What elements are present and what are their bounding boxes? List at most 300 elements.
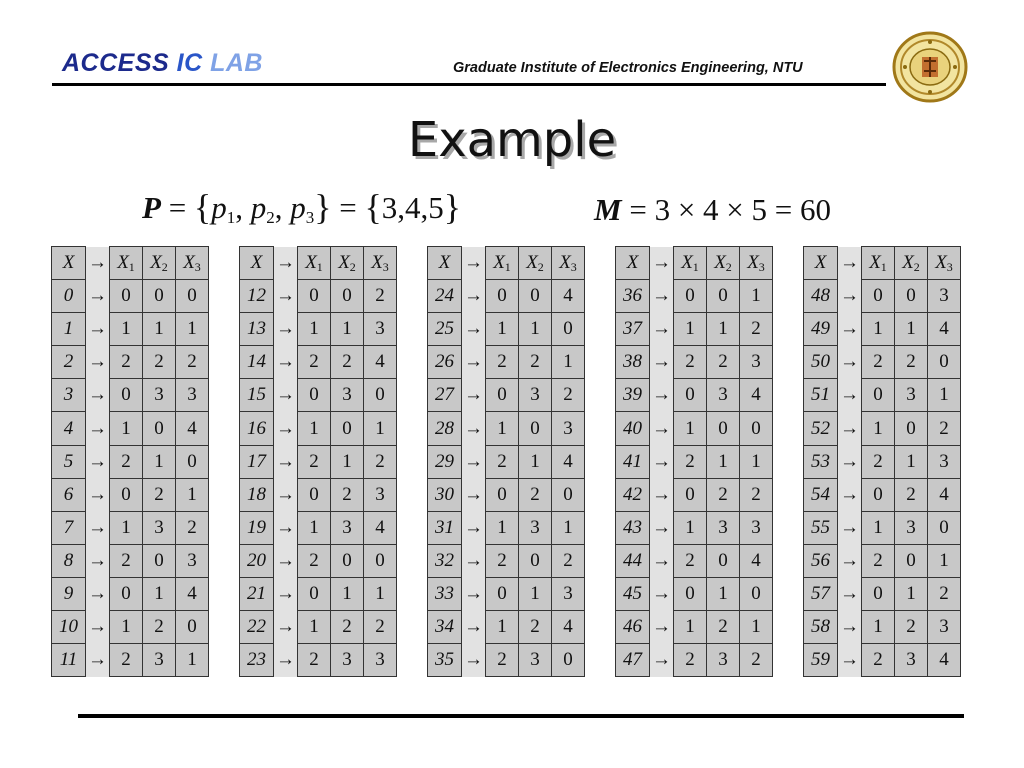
cell-x3: 0 (176, 445, 209, 478)
cell-x1: 1 (110, 313, 143, 346)
cell-arrow: → (86, 644, 110, 677)
cell-x3: 2 (552, 544, 585, 577)
table-row (240, 577, 397, 610)
cell-x3: 0 (364, 544, 397, 577)
header-x: X (52, 247, 86, 280)
cell-x1: 2 (110, 445, 143, 478)
cell-x1: 0 (862, 280, 895, 313)
cell-arrow: → (86, 611, 110, 644)
cell-x1: 2 (298, 445, 331, 478)
cell-x2: 2 (143, 346, 176, 379)
table-row (240, 346, 397, 379)
cell-x: 53 (804, 445, 838, 478)
cell-x1: 2 (862, 644, 895, 677)
cell-x1: 1 (862, 313, 895, 346)
table-row (428, 313, 585, 346)
cell-arrow: → (650, 346, 674, 379)
cell-x: 9 (52, 577, 86, 610)
cell-arrow: → (650, 313, 674, 346)
table-row (616, 445, 773, 478)
cell-x1: 0 (110, 478, 143, 511)
cell-arrow: → (462, 445, 486, 478)
cell-x1: 2 (674, 346, 707, 379)
table-row (804, 280, 961, 313)
header-x2: $X_2$ (143, 247, 176, 280)
cell-x2: 1 (895, 445, 928, 478)
m-symbol: M (594, 192, 622, 227)
cell-x2: 2 (143, 611, 176, 644)
table-row (804, 346, 961, 379)
cell-x2: 1 (331, 313, 364, 346)
cell-x3: 0 (740, 412, 773, 445)
cell-arrow: → (650, 611, 674, 644)
footer-divider (78, 714, 964, 718)
cell-arrow: → (274, 445, 298, 478)
cell-x2: 2 (331, 478, 364, 511)
cell-x: 59 (804, 644, 838, 677)
cell-x3: 1 (740, 445, 773, 478)
cell-arrow: → (462, 478, 486, 511)
cell-x3: 1 (176, 478, 209, 511)
cell-x3: 2 (740, 313, 773, 346)
cell-x: 51 (804, 379, 838, 412)
cell-arrow: → (650, 644, 674, 677)
cell-x: 43 (616, 511, 650, 544)
cell-x2: 1 (707, 577, 740, 610)
cell-arrow: → (274, 346, 298, 379)
cell-x1: 2 (486, 644, 519, 677)
cell-arrow: → (462, 644, 486, 677)
cell-arrow: → (462, 511, 486, 544)
table-row (52, 346, 209, 379)
cell-x: 45 (616, 577, 650, 610)
cell-x2: 1 (895, 313, 928, 346)
cell-arrow: → (86, 346, 110, 379)
cell-arrow: → (462, 280, 486, 313)
cell-x2: 3 (143, 379, 176, 412)
cell-x: 16 (240, 412, 274, 445)
table-row (428, 644, 585, 677)
table-row (804, 611, 961, 644)
cell-x2: 2 (707, 611, 740, 644)
table-row (616, 478, 773, 511)
ntu-seal-icon (891, 30, 969, 104)
cell-x1: 1 (298, 313, 331, 346)
cell-x1: 2 (298, 544, 331, 577)
header-x3: $X_3$ (928, 247, 961, 280)
cell-x1: 0 (298, 280, 331, 313)
table-row (240, 544, 397, 577)
cell-x1: 1 (486, 611, 519, 644)
cell-x2: 2 (707, 478, 740, 511)
cell-x1: 0 (862, 379, 895, 412)
cell-x2: 3 (895, 511, 928, 544)
cell-x: 37 (616, 313, 650, 346)
cell-x3: 4 (552, 280, 585, 313)
cell-x: 50 (804, 346, 838, 379)
cell-x2: 0 (331, 280, 364, 313)
table-row (616, 379, 773, 412)
header-divider (52, 83, 886, 86)
cell-x: 56 (804, 544, 838, 577)
cell-arrow: → (274, 412, 298, 445)
cell-x1: 2 (862, 445, 895, 478)
cell-x2: 0 (519, 544, 552, 577)
cell-x: 20 (240, 544, 274, 577)
cell-arrow: → (274, 478, 298, 511)
header-x1: $X_1$ (298, 247, 331, 280)
cell-x: 10 (52, 611, 86, 644)
cell-x3: 0 (364, 379, 397, 412)
cell-x1: 2 (486, 544, 519, 577)
cell-x: 23 (240, 644, 274, 677)
cell-x3: 1 (176, 313, 209, 346)
cell-x1: 2 (298, 644, 331, 677)
cell-x2: 0 (895, 412, 928, 445)
cell-arrow: → (650, 412, 674, 445)
cell-x: 52 (804, 412, 838, 445)
cell-x: 8 (52, 544, 86, 577)
cell-x1: 0 (486, 280, 519, 313)
cell-arrow: → (86, 577, 110, 610)
cell-x: 26 (428, 346, 462, 379)
cell-x: 35 (428, 644, 462, 677)
cell-x: 25 (428, 313, 462, 346)
cell-x2: 2 (519, 346, 552, 379)
cell-x: 6 (52, 478, 86, 511)
cell-x1: 1 (674, 611, 707, 644)
cell-x3: 0 (552, 478, 585, 511)
cell-x3: 3 (928, 445, 961, 478)
cell-x3: 1 (740, 611, 773, 644)
cell-x1: 2 (486, 346, 519, 379)
cell-x3: 3 (740, 511, 773, 544)
cell-x2: 1 (519, 577, 552, 610)
cell-x3: 3 (364, 644, 397, 677)
m-result: 60 (800, 192, 832, 227)
table-row (240, 644, 397, 677)
cell-arrow: → (86, 511, 110, 544)
table-row (240, 313, 397, 346)
cell-x2: 0 (707, 412, 740, 445)
cell-x: 38 (616, 346, 650, 379)
cell-x1: 2 (674, 445, 707, 478)
cell-x: 57 (804, 577, 838, 610)
cell-x2: 0 (143, 280, 176, 313)
cell-x3: 4 (928, 478, 961, 511)
cell-x1: 1 (110, 511, 143, 544)
cell-arrow: → (274, 379, 298, 412)
cell-x3: 3 (928, 611, 961, 644)
cell-arrow: → (86, 445, 110, 478)
mapping-table (615, 246, 773, 677)
cell-x1: 2 (486, 445, 519, 478)
table-row (240, 412, 397, 445)
cell-x3: 0 (176, 280, 209, 313)
header-x: X (804, 247, 838, 280)
cell-x: 29 (428, 445, 462, 478)
cell-x: 32 (428, 544, 462, 577)
table-row (428, 379, 585, 412)
header-arrow: → (86, 247, 110, 280)
cell-x3: 3 (552, 412, 585, 445)
cell-x1: 0 (674, 379, 707, 412)
table-row (240, 478, 397, 511)
table-row (428, 478, 585, 511)
mapping-table (427, 246, 585, 677)
cell-x3: 0 (552, 644, 585, 677)
cell-x2: 0 (143, 544, 176, 577)
cell-x3: 1 (552, 346, 585, 379)
cell-x3: 4 (552, 445, 585, 478)
cell-x1: 0 (298, 478, 331, 511)
table-row (428, 412, 585, 445)
cell-x: 0 (52, 280, 86, 313)
cell-x3: 2 (552, 379, 585, 412)
cell-x: 31 (428, 511, 462, 544)
cell-arrow: → (462, 346, 486, 379)
table-row (428, 611, 585, 644)
table-header-row (52, 247, 209, 280)
header-x1: $X_1$ (862, 247, 895, 280)
cell-x1: 1 (674, 412, 707, 445)
cell-x2: 3 (331, 379, 364, 412)
cell-x2: 2 (331, 346, 364, 379)
cell-x2: 2 (707, 346, 740, 379)
cell-x3: 4 (740, 379, 773, 412)
cell-x1: 1 (298, 611, 331, 644)
cell-x3: 1 (928, 379, 961, 412)
cell-x1: 2 (862, 346, 895, 379)
cell-x: 11 (52, 644, 86, 677)
cell-x3: 4 (928, 644, 961, 677)
cell-x2: 0 (519, 412, 552, 445)
header-x: X (240, 247, 274, 280)
header-x: X (428, 247, 462, 280)
cell-x1: 2 (298, 346, 331, 379)
cell-x1: 1 (674, 313, 707, 346)
cell-x: 30 (428, 478, 462, 511)
cell-x1: 0 (486, 577, 519, 610)
header-x2: $X_2$ (519, 247, 552, 280)
p-values: 3,4,5 (381, 190, 444, 225)
cell-x3: 2 (364, 445, 397, 478)
table-row (616, 544, 773, 577)
cell-arrow: → (838, 412, 862, 445)
cell-x2: 2 (895, 611, 928, 644)
cell-x3: 4 (176, 412, 209, 445)
table-row (616, 280, 773, 313)
mapping-table (239, 246, 397, 677)
cell-x1: 1 (486, 412, 519, 445)
cell-arrow: → (274, 313, 298, 346)
table-row (804, 412, 961, 445)
cell-x3: 0 (928, 511, 961, 544)
cell-x3: 2 (176, 511, 209, 544)
cell-arrow: → (86, 280, 110, 313)
cell-x: 42 (616, 478, 650, 511)
table-row (616, 611, 773, 644)
cell-x2: 1 (143, 313, 176, 346)
cell-arrow: → (274, 644, 298, 677)
header-x3: $X_3$ (364, 247, 397, 280)
cell-arrow: → (838, 313, 862, 346)
cell-x2: 3 (895, 644, 928, 677)
table-row (428, 577, 585, 610)
cell-x2: 0 (895, 280, 928, 313)
cell-x1: 0 (110, 280, 143, 313)
table-row (52, 478, 209, 511)
cell-x3: 3 (740, 346, 773, 379)
cell-arrow: → (274, 611, 298, 644)
cell-x2: 1 (707, 313, 740, 346)
cell-x3: 1 (552, 511, 585, 544)
cell-x2: 1 (519, 313, 552, 346)
table-row (804, 577, 961, 610)
cell-x1: 2 (110, 644, 143, 677)
cell-x1: 1 (862, 611, 895, 644)
cell-arrow: → (838, 511, 862, 544)
table-row (804, 478, 961, 511)
cell-x: 2 (52, 346, 86, 379)
cell-arrow: → (650, 445, 674, 478)
brand-access: ACCESS (62, 49, 170, 77)
cell-x: 40 (616, 412, 650, 445)
cell-x: 46 (616, 611, 650, 644)
cell-x: 36 (616, 280, 650, 313)
cell-x3: 0 (552, 313, 585, 346)
cell-arrow: → (462, 379, 486, 412)
table-row (428, 511, 585, 544)
cell-arrow: → (274, 544, 298, 577)
cell-arrow: → (838, 577, 862, 610)
table-header-row (428, 247, 585, 280)
cell-x1: 1 (862, 412, 895, 445)
cell-x: 17 (240, 445, 274, 478)
cell-x2: 3 (707, 511, 740, 544)
cell-x2: 3 (519, 511, 552, 544)
cell-x2: 2 (895, 346, 928, 379)
cell-x: 24 (428, 280, 462, 313)
cell-x3: 3 (176, 544, 209, 577)
mapping-table (51, 246, 209, 677)
cell-arrow: → (86, 379, 110, 412)
cell-x: 55 (804, 511, 838, 544)
cell-x1: 0 (862, 478, 895, 511)
cell-x: 48 (804, 280, 838, 313)
cell-x: 58 (804, 611, 838, 644)
cell-x2: 3 (707, 379, 740, 412)
cell-arrow: → (462, 577, 486, 610)
cell-x1: 0 (674, 577, 707, 610)
table-row (616, 577, 773, 610)
cell-x2: 3 (331, 644, 364, 677)
slide-title: Example (407, 112, 617, 168)
cell-x: 39 (616, 379, 650, 412)
cell-arrow: → (838, 478, 862, 511)
cell-x: 5 (52, 445, 86, 478)
cell-x1: 1 (486, 511, 519, 544)
cell-x2: 3 (707, 644, 740, 677)
cell-x2: 1 (331, 445, 364, 478)
table-row (804, 313, 961, 346)
cell-x1: 2 (862, 544, 895, 577)
brand-ic: IC (176, 49, 203, 77)
table-row (52, 611, 209, 644)
table-row (240, 379, 397, 412)
cell-x2: 1 (707, 445, 740, 478)
cell-x1: 0 (674, 280, 707, 313)
cell-x: 33 (428, 577, 462, 610)
table-row (52, 644, 209, 677)
cell-x: 4 (52, 412, 86, 445)
cell-x1: 1 (862, 511, 895, 544)
table-row (240, 611, 397, 644)
cell-x1: 0 (486, 478, 519, 511)
cell-arrow: → (838, 445, 862, 478)
table-header-row (616, 247, 773, 280)
cell-x2: 2 (143, 478, 176, 511)
formula-p-set: $P = \{p_1$, $p_2$, $p_3\} = \{3,4,5\}$ (142, 187, 462, 227)
header-x: X (616, 247, 650, 280)
cell-x: 18 (240, 478, 274, 511)
formula-m-product: M = 3 × 4 × 5 = 60 (594, 192, 832, 227)
table-row (804, 511, 961, 544)
cell-x3: 2 (928, 577, 961, 610)
cell-arrow: → (838, 346, 862, 379)
cell-x1: 0 (110, 577, 143, 610)
cell-arrow: → (650, 511, 674, 544)
cell-x3: 3 (928, 280, 961, 313)
header-x2: $X_2$ (331, 247, 364, 280)
cell-arrow: → (650, 379, 674, 412)
cell-x: 44 (616, 544, 650, 577)
table-row (52, 280, 209, 313)
p-symbol: P (142, 190, 161, 225)
table-row (616, 346, 773, 379)
cell-x: 28 (428, 412, 462, 445)
table-row (428, 280, 585, 313)
cell-x2: 3 (519, 379, 552, 412)
cell-x2: 2 (331, 611, 364, 644)
cell-x1: 1 (674, 511, 707, 544)
cell-x: 12 (240, 280, 274, 313)
cell-x2: 1 (331, 577, 364, 610)
cell-x: 34 (428, 611, 462, 644)
header-x1: $X_1$ (110, 247, 143, 280)
table-row (616, 511, 773, 544)
table-row (240, 445, 397, 478)
table-row (804, 644, 961, 677)
cell-x3: 0 (740, 577, 773, 610)
cell-x1: 0 (862, 577, 895, 610)
cell-x1: 0 (486, 379, 519, 412)
cell-x1: 2 (110, 544, 143, 577)
table-row (428, 346, 585, 379)
header-x3: $X_3$ (740, 247, 773, 280)
cell-arrow: → (838, 280, 862, 313)
cell-x3: 1 (740, 280, 773, 313)
header-x1: $X_1$ (674, 247, 707, 280)
cell-arrow: → (650, 544, 674, 577)
cell-x3: 1 (364, 577, 397, 610)
cell-x1: 0 (298, 577, 331, 610)
cell-x: 41 (616, 445, 650, 478)
cell-x3: 1 (364, 412, 397, 445)
institute-name: Graduate Institute of Electronics Engineering, NTU (453, 60, 803, 76)
cell-x1: 2 (110, 346, 143, 379)
cell-x2: 3 (895, 379, 928, 412)
